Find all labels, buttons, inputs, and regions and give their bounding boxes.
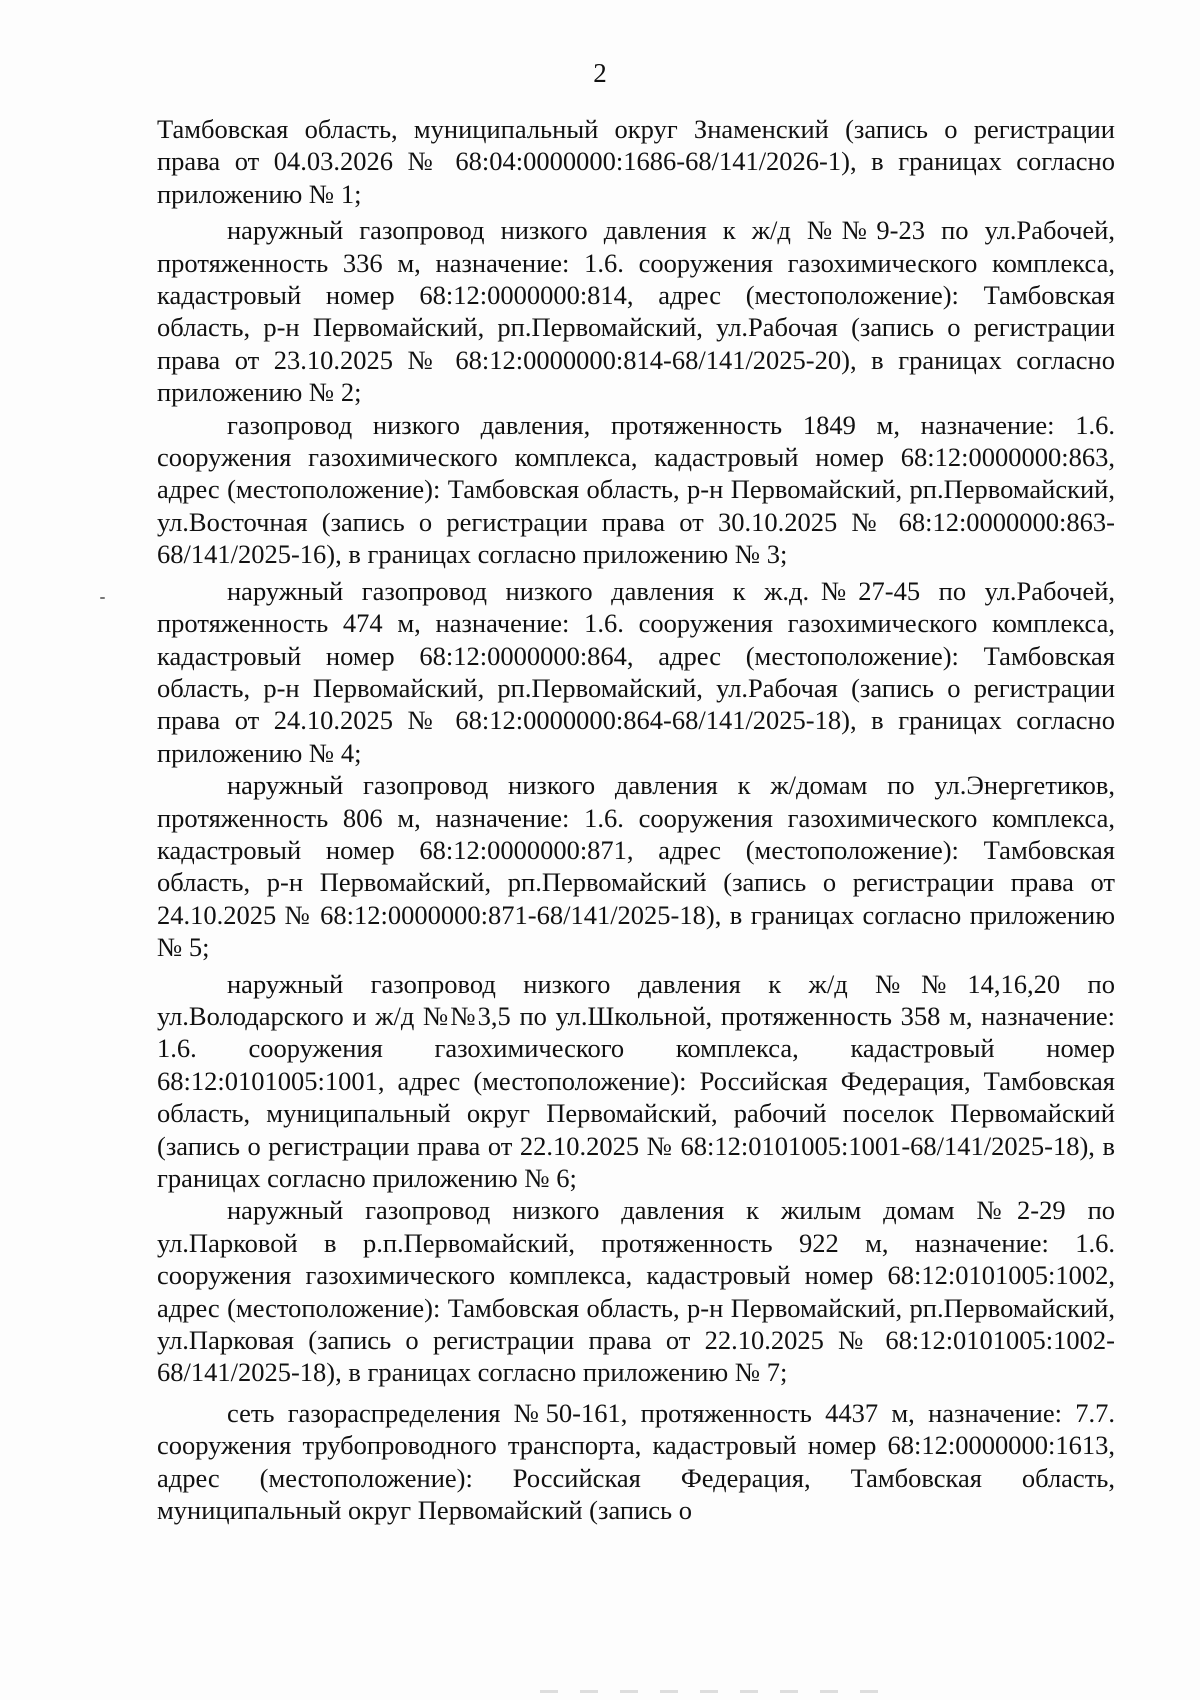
paragraph-item-6: наружный газопровод низкого давления к ж/д №№14,16,20 по ул.Володарского и ж/д №№3,5 по ул.Школьной, протяженность 358 м, назначение: 1.6. сооружения газохимического комплекса, кадастровый номер 68:12:0101005:1001, адрес (местоположение): Российская Федерация, Тамбовская область, муниципальный округ Первомайский, рабочий поселок Первомайский (запись о регистрации права от 22.10.2025 № 68:12:0101005:1001-68/141/2025-18), в границах согласно приложению № 6; [157,968,1115,1193]
scan-bottom-smudge [540,1690,900,1693]
paragraph-item-3: газопровод низкого давления, протяженность 1849 м, назначение: 1.6. сооружения газохимического комплекса, кадастровый номер 68:12:0000000:863, адрес (местоположение): Тамбовская область, р-н Первомайский, рп.Первомайский, ул.Восточная (запись о регистрации права от 30.10.2025 № 68:12:0000000:863-68/141/2025-16), в границах согласно приложению № 3; [157,409,1115,570]
paragraph-item-4: наружный газопровод низкого давления к ж.д.№27-45 по ул.Рабочей, протяженность 474 м, назначение: 1.6. сооружения газохимического комплекса, кадастровый номер 68:12:0000000:864, адрес (местоположение): Тамбовская область, р-н Первомайский, рп.Первомайский, ул.Рабочая (запись о регистрации права от 24.10.2025 № 68:12:0000000:864-68/141/2025-18), в границах согласно приложению № 4; [157,575,1115,768]
page-number: 2 [593,58,607,88]
paragraph-item-2: наружный газопровод низкого давления к ж/д №№9-23 по ул.Рабочей, протяженность 336 м, назначение: 1.6. сооружения газохимического комплекса, кадастровый номер 68:12:0000000:814, адрес (местоположение): Тамбовская область, р-н Первомайский, рп.Первомайский, ул.Рабочая (запись о регистрации права от 23.10.2025 № 68:12:0000000:814-68/141/2025-20), в границах согласно приложению № 2; [157,215,1115,408]
document-body [157,113,1115,1526]
paragraph-item-7: наружный газопровод низкого давления к жилым домам №2-29 по ул.Парковой в р.п.Первомайский, протяженность 922 м, назначение: 1.6. сооружения газохимического комплекса, кадастровый номер 68:12:0101005:1002, адрес (местоположение): Тамбовская область, р-н Первомайский, рп.Первомайский, ул.Парковая (запись о регистрации права от 22.10.2025 № 68:12:0101005:1002-68/141/2025-18), в границах согласно приложению № 7; [157,1195,1115,1388]
paragraph-continuation: Тамбовская область, муниципальный округ Знаменский (запись о регистрации права от 04.03.2026 № 68:04:0000000:1686-68/141/2026-1), в границах согласно приложению № 1; [157,114,1115,209]
paragraph-item-5: наружный газопровод низкого давления к ж/домам по ул.Энергетиков, протяженность 806 м, назначение: 1.6. сооружения газохимического комплекса, кадастровый номер 68:12:0000000:871, адрес (местоположение): Тамбовская область, р-н Первомайский, рп.Первомайский (запись о регистрации права от 24.10.2025 № 68:12:0000000:871-68/141/2025-18), в границах согласно приложению № 5; [157,770,1115,963]
paragraph-item-8: сеть газораспределения №50-161, протяженность 4437 м, назначение: 7.7. сооружения трубопроводного транспорта, кадастровый номер 68:12:0000000:1613, адрес (местоположение): Российская Федерация, Тамбовская область, муниципальный округ Первомайский (запись о [157,1397,1115,1526]
scan-speck [100,597,105,599]
